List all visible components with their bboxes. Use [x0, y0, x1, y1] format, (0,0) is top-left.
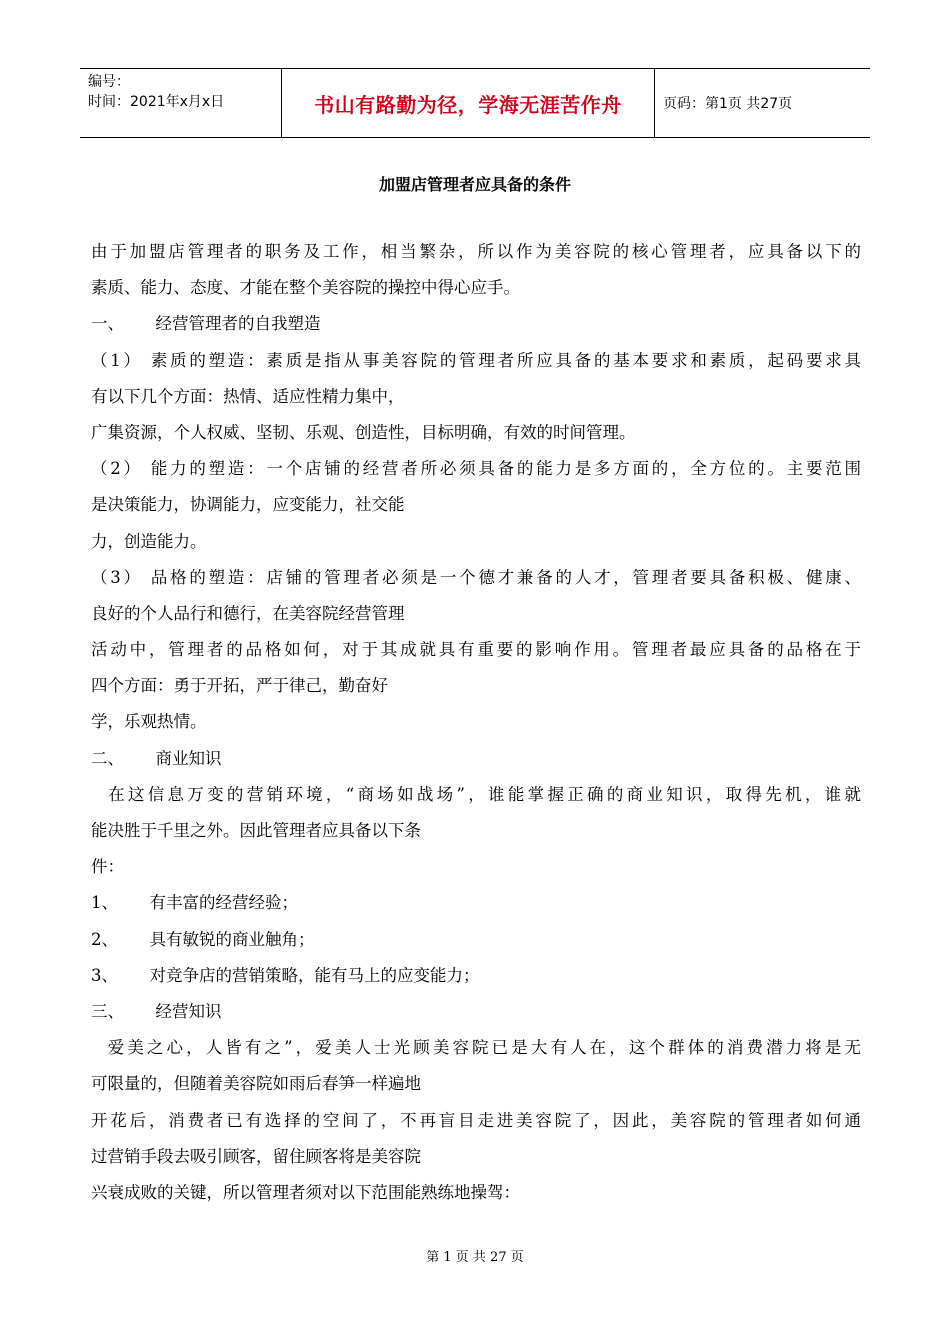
body-line: 学，乐观热情。 [91, 712, 207, 732]
body-line: 四个方面：勇于开拓，严于律己，勤奋好 [91, 676, 388, 696]
section-heading: 一、 经营管理者的自我塑造 [91, 314, 321, 334]
body-line: 开花后，消费者已有选择的空间了，不再盲目走进美容院了，因此，美容院的管理者如何通 [91, 1110, 861, 1130]
body-line: 广集资源，个人权威、坚韧、乐观、创造性，目标明确，有效的时间管理。 [91, 422, 636, 442]
body-line: （3） 品格的塑造：店铺的管理者必须是一个德才兼备的人才，管理者要具备积极、健康、 [91, 567, 861, 587]
body-line: 过营销手段去吸引顾客，留住顾客将是美容院 [91, 1146, 421, 1166]
document-number-label: 编号： [88, 74, 130, 90]
body-line: 兴衰成败的关键，所以管理者须对以下范围能熟练地操驾： [91, 1182, 520, 1202]
body-line: 活动中，管理者的品格如何，对于其成就具有重要的影响作用。管理者最应具备的品格在于 [91, 640, 861, 660]
body-line: 件： [91, 857, 124, 877]
body-line: 可限量的，但随着美容院如雨后春笋一样遍地 [91, 1074, 421, 1094]
body-line: 由于加盟店管理者的职务及工作，相当繁杂，所以作为美容院的核心管理者，应具备以下的 [91, 242, 861, 261]
body-line: 能决胜于千里之外。因此管理者应具备以下条 [91, 821, 421, 840]
document-time-label: 时间：2021年x月x日 [88, 94, 225, 110]
list-item: 2、 具有敏锐的商业触角； [91, 929, 315, 949]
body-line: 良好的个人品行和德行，在美容院经营管理 [91, 603, 405, 623]
header-motto-cell [282, 69, 655, 137]
document-title: 加盟店管理者应具备的条件 [378, 175, 571, 194]
body-line: 有以下几个方面：热情、适应性精力集中， [91, 386, 405, 406]
body-line: （2） 能力的塑造：一个店铺的经营者所必须具备的能力是多方面的，全方位的。主要范围 [91, 459, 861, 479]
document-body [91, 238, 861, 1215]
body-line: 素质、能力、态度、才能在整个美容院的操控中得心应手。 [91, 278, 520, 298]
header-motto: 书山有路勤为径，学海无涯苦作舟 [314, 92, 622, 117]
list-item: 3、 对竞争店的营销策略，能有马上的应变能力； [91, 965, 480, 985]
section-heading: 三、 经营知识 [91, 1001, 222, 1021]
body-line: （1） 素质的塑造：素质是指从事美容院的管理者所应具备的基本要求和素质，起码要求具 [91, 350, 861, 370]
list-item: 1、 有丰富的经营经验； [91, 893, 298, 913]
body-line: 力，创造能力。 [91, 531, 207, 551]
page-footer: 第 1 页 共 27 页 [426, 1250, 524, 1265]
page-header [80, 68, 870, 138]
header-meta [80, 69, 282, 137]
body-line: 在这信息万变的营销环境，“商场如战场”，谁能掌握正确的商业知识，取得先机，谁就 [91, 784, 861, 804]
section-heading: 二、 商业知识 [91, 748, 222, 768]
header-page-code: 页码：第1页 共27页 [663, 96, 793, 112]
body-line: 是决策能力，协调能力，应变能力，社交能 [91, 495, 405, 515]
body-line: 爱美之心，人皆有之”，爱美人士光顾美容院已是大有人在，这个群体的消费潜力将是无 [91, 1038, 861, 1058]
header-page-cell [655, 69, 870, 137]
